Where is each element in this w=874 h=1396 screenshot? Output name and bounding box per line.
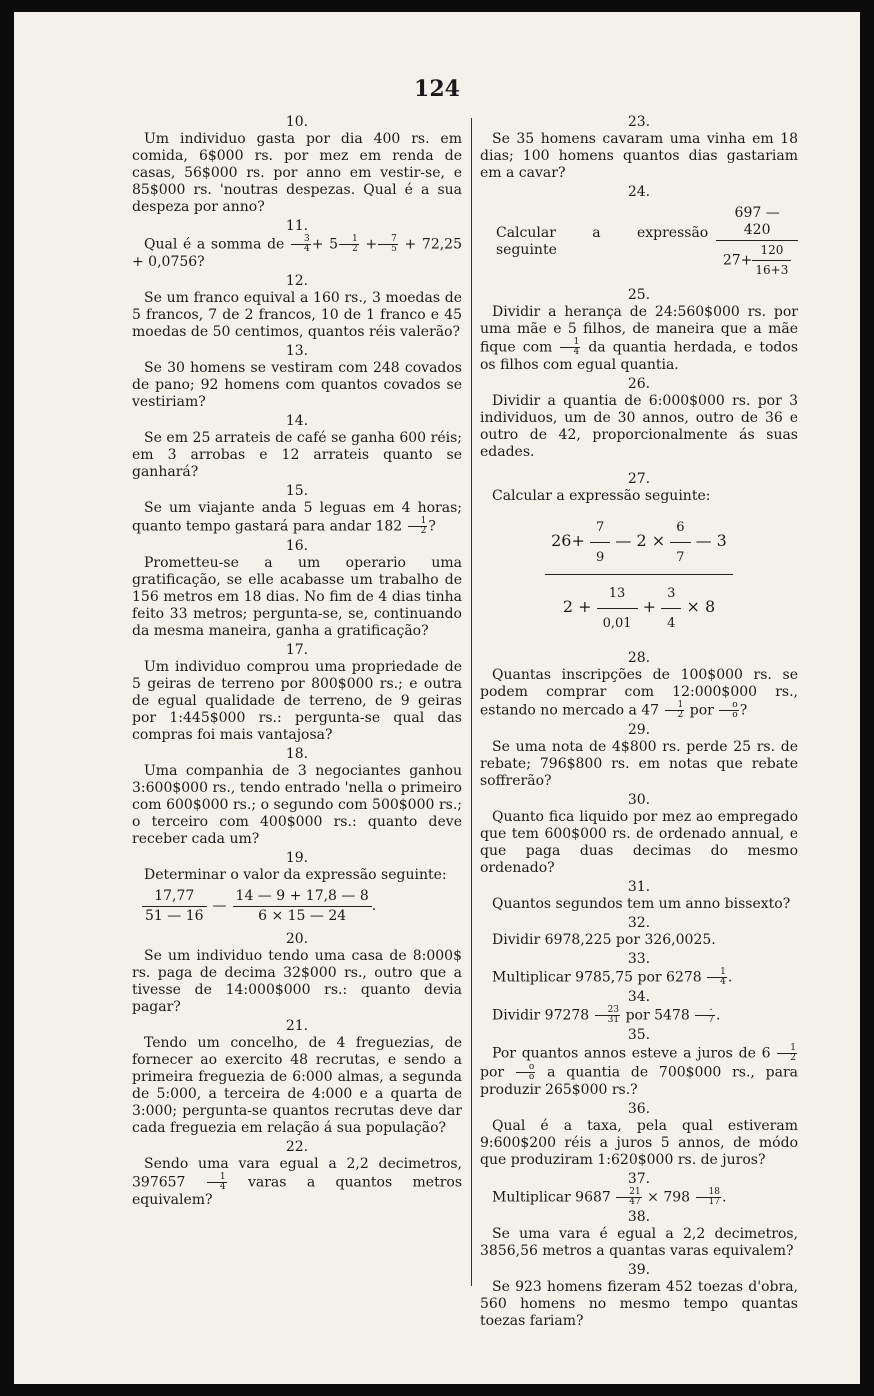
expression-19: 17,77 51 — 16 — 14 — 9 + 17,8 — 8 6 × 15 — 24 . bbox=[142, 888, 462, 925]
fraction: $\frac{13}{0,01}$ bbox=[597, 581, 638, 634]
problem-number: 37. bbox=[627, 1171, 651, 1187]
fraction: $\frac{120}{16+3}$ bbox=[752, 242, 791, 279]
problem-text: Se 35 homens cavaram uma vinha em 18 dias; 100 homens quantos dias gastariam em a cavar? bbox=[480, 131, 798, 181]
problem-text: Quantas inscripções de 100$000 rs. se podem comprar com 12:000$000 rs., estando no mercado a 47 $\frac{1}{2}$ por $\frac{o}{o}$ ? bbox=[480, 667, 798, 720]
problem-number: 28. bbox=[627, 650, 651, 666]
problem-text: Multiplicar 9785,75 por 6278 $\frac{1}{4}$ . bbox=[492, 967, 733, 987]
fraction: 14 — 9 + 17,8 — 8 6 × 15 — 24 bbox=[233, 888, 372, 925]
problem-text: Determinar o valor da expressão seguinte: bbox=[144, 867, 447, 883]
problem-number: 32. bbox=[627, 915, 651, 931]
fraction: $\frac{o}{o}$ bbox=[719, 701, 738, 720]
fraction: $\frac{18}{17}$ bbox=[696, 1188, 721, 1207]
right-column bbox=[480, 112, 798, 1332]
problem-number: 20. bbox=[285, 931, 309, 947]
fraction: $\frac{1}{2}$ bbox=[777, 1044, 797, 1063]
problem-number: 30. bbox=[627, 792, 651, 808]
problem-text: Sendo uma vara egual a 2,2 decimetros, 397657 $\frac{1}{4}$ varas a quantos metros equivalem? bbox=[132, 1156, 463, 1208]
problem-text: Tendo um concelho, de 4 freguezias, de fornecer ao exercito 48 recrutas, e sendo a primeira freguezia de 6:000 almas, a segunda de 5:000, a terceira de 4:000 e a quarta de 3:000; pergunta-se quantos recrutas deve dar cada freguezia em relação á sua população? bbox=[132, 1035, 462, 1136]
fraction: $\frac{1}{2}$ bbox=[665, 701, 685, 720]
expression-27 bbox=[480, 511, 798, 636]
problem-number: 33. bbox=[627, 951, 651, 967]
problem-text: Se em 25 arrateis de café se ganha 600 réis; em 3 arrobas e 12 arrateis quanto se ganhará? bbox=[132, 430, 462, 480]
problem-number: 19. bbox=[285, 850, 309, 866]
problem-number: 39. bbox=[627, 1262, 651, 1278]
fraction: $\frac{21}{47}$ bbox=[616, 1188, 641, 1207]
problem-text: Uma companhia de 3 negociantes ganhou 3:600$000 rs., tendo entrado 'nella o primeiro com 600$000 rs.; o segundo com 500$000 rs.; o terceiro com 400$000 rs.: quanto deve receber cada um? bbox=[132, 763, 462, 847]
problem-text: Multiplicar 9687 $\frac{21}{47}$ × 798 $\frac{18}{17}$ . bbox=[492, 1187, 727, 1207]
problem-number: 11. bbox=[285, 218, 309, 234]
problem-number: 38. bbox=[627, 1209, 651, 1225]
fraction: $\frac{6}{7}$ bbox=[670, 515, 690, 568]
problem-text: Se uma vara é egual a 2,2 decimetros, 3856,56 metros a quantas varas equivalem? bbox=[480, 1226, 798, 1259]
fraction: 26+ $\frac{7}{9}$ — 2 × $\frac{6}{7}$ — 3 2 + $\frac{13}{0,01}$ + $\frac{3}{4}$ × 8 bbox=[545, 511, 733, 636]
problem-text: Dividir 97278 $\frac{23}{31}$ por 5478 $\frac{-}{7}$ . bbox=[492, 1005, 721, 1025]
problem-number: 18. bbox=[285, 746, 309, 762]
problem-text: Qual é a somma de $\frac{3}{4}$ + 5 $\frac{1}{2}$ + $\frac{7}{5}$ + 72,25 + 0,0756? bbox=[132, 234, 462, 270]
left-column bbox=[132, 112, 462, 1211]
problem-number: 23. bbox=[627, 114, 651, 130]
problem-text: Dividir 6978,225 por 326,0025. bbox=[492, 932, 716, 948]
problem-number: 24. bbox=[627, 184, 651, 200]
problem-text: Um individuo gasta por dia 400 rs. em comida, 6$000 rs. por mez em renda de casas, 56$000 rs. por anno em vestir-se, e 85$000 rs. 'noutras despezas. Qual é a sua despeza por anno? bbox=[132, 131, 462, 215]
problem-text: Prometteu-se a um operario uma gratificação, se elle acabasse um trabalho de 156 metros em 18 dias. No fim de 4 dias tinha feito 33 metros; pergunta-se, se, continuando da mesma maneira, ganha a gratificação? bbox=[132, 555, 462, 639]
problem-text: Quantos segundos tem um anno bissexto? bbox=[492, 896, 791, 912]
problem-text: Quanto fica liquido por mez ao empregado que tem 600$000 rs. de ordenado annual, e que paga duas decimas do mesmo ordenado? bbox=[480, 809, 798, 876]
problem-text: Se um viajante anda 5 leguas em 4 horas; quanto tempo gastará para andar 182 $\frac{1}{2}$ ? bbox=[132, 500, 462, 536]
fraction: $\frac{1}{2}$ bbox=[339, 235, 359, 254]
expression-24: Calcular a expressão seguinte 697 — 420 27+ $\frac{120}{16+3}$ bbox=[496, 205, 798, 279]
problem-number: 10. bbox=[285, 114, 309, 130]
problem-number: 27. bbox=[627, 471, 651, 487]
fraction: $\frac{1}{4}$ bbox=[707, 968, 727, 987]
problem-number: 13. bbox=[285, 343, 309, 359]
problem-text: Se uma nota de 4$800 rs. perde 25 rs. de rebate; 796$800 rs. em notas que rebate soffrerão? bbox=[480, 739, 798, 789]
fraction: $\frac{23}{31}$ bbox=[595, 1006, 620, 1025]
fraction: $\frac{1}{2}$ bbox=[408, 517, 428, 536]
problem-number: 17. bbox=[285, 642, 309, 658]
fraction: $\frac{-}{7}$ bbox=[695, 1006, 715, 1025]
fraction: $\frac{3}{4}$ bbox=[291, 235, 311, 254]
problem-number: 21. bbox=[285, 1018, 309, 1034]
fraction: $\frac{3}{4}$ bbox=[661, 581, 681, 634]
column-divider bbox=[471, 118, 472, 1286]
problem-number: 31. bbox=[627, 879, 651, 895]
fraction: 17,77 51 — 16 bbox=[142, 888, 207, 925]
problem-text: Dividir a quantia de 6:000$000 rs. por 3 individuos, um de 30 annos, outro de 36 e outro de 42, proporcionalmente ás suas edades. bbox=[480, 393, 798, 460]
problem-text: Se um franco equival a 160 rs., 3 moedas de 5 francos, 7 de 2 francos, 10 de 1 franco e 45 moedas de 50 centimos, quantos réis valerão? bbox=[132, 290, 462, 340]
problem-number: 34. bbox=[627, 989, 651, 1005]
fraction: $\frac{o}{o}$ bbox=[516, 1063, 535, 1082]
problem-number: 26. bbox=[627, 376, 651, 392]
problem-text: Qual é a taxa, pela qual estiveram 9:600$200 réis a juros 5 annos, de módo que produziram 1:620$000 rs. de juros? bbox=[480, 1118, 798, 1168]
problem-text: Se um individuo tendo uma casa de 8:000$ rs. paga de decima 32$000 rs., outro que a tivesse de 14:000$000 rs.: quanto devia pagar? bbox=[132, 948, 462, 1015]
problem-text: Dividir a herança de 24:560$000 rs. por uma mãe e 5 filhos, de maneira que a mãe fique com $\frac{1}{4}$ da quantia herdada, e todos os filhos com egual quantia. bbox=[480, 304, 798, 373]
problem-text: Se 923 homens fizeram 452 toezas d'obra, 560 homens no mesmo tempo quantas toezas fariam? bbox=[480, 1279, 798, 1329]
problem-number: 16. bbox=[285, 538, 309, 554]
page-number: 124 bbox=[414, 76, 460, 102]
book-page bbox=[14, 12, 860, 1384]
fraction: $\frac{1}{4}$ bbox=[207, 1173, 227, 1192]
problem-text: Por quantos annos esteve a juros de 6 $\frac{1}{2}$ por $\frac{o}{o}$ a quantia de 700$000 rs., para produzir 265$000 rs.? bbox=[480, 1043, 799, 1098]
problem-number: 25. bbox=[627, 287, 651, 303]
fraction: $\frac{7}{5}$ bbox=[378, 235, 398, 254]
problem-text: Calcular a expressão seguinte: bbox=[492, 488, 711, 504]
problem-number: 14. bbox=[285, 413, 309, 429]
problem-number: 29. bbox=[627, 722, 651, 738]
problem-number: 15. bbox=[285, 483, 309, 499]
problem-number: 35. bbox=[627, 1027, 651, 1043]
problem-number: 12. bbox=[285, 273, 309, 289]
problem-text: Se 30 homens se vestiram com 248 covados de pano; 92 homens com quantos covados se vestiriam? bbox=[132, 360, 462, 410]
fraction: $\frac{7}{9}$ bbox=[590, 515, 610, 568]
fraction: 697 — 420 27+ $\frac{120}{16+3}$ bbox=[716, 205, 798, 279]
problem-number: 36. bbox=[627, 1101, 651, 1117]
fraction: $\frac{1}{4}$ bbox=[560, 338, 580, 357]
problem-number: 22. bbox=[285, 1139, 309, 1155]
problem-text: Um individuo comprou uma propriedade de 5 geiras de terreno por 800$000 rs.; e outra de egual qualidade de terreno, de 9 geiras por 1:445$000 rs.: pergunta-se qual das compras foi mais vantajosa? bbox=[132, 659, 462, 743]
